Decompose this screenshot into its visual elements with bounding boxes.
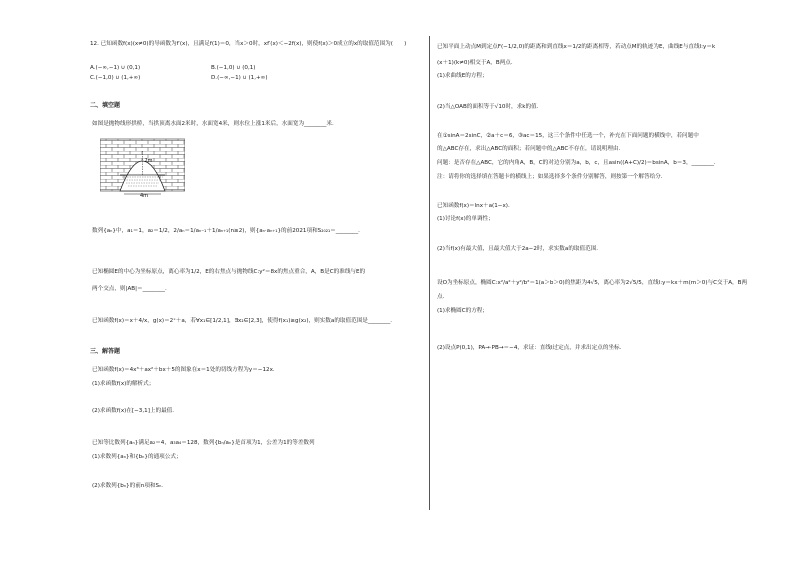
- ans6-line2: 点.: [437, 294, 445, 300]
- section-fill-title: 二、填空题: [90, 102, 121, 109]
- fill3-line2: 两个交点，则|AB|＝________.: [92, 286, 167, 292]
- ans2-part1: (1)求数列{aₙ}和{bₙ}的通项公式；: [92, 454, 182, 460]
- ans4-line1: 在①sinA＝2sinC，②a＋c＝6，③ac＝15，这三个条件中任选一个，补充在下面问题的横线中，若问题中: [437, 133, 699, 139]
- q12-option-a: A.(−∞,−1) ∪ (0,1): [90, 65, 141, 71]
- q12-option-d: D.(−∞,−1) ∪ (1,+∞): [211, 75, 268, 81]
- q12-option-c: C.(−1,0) ∪ (1,+∞): [90, 75, 141, 81]
- ans1-stem: 已知函数f(x)＝4x³＋ax²＋bx＋5的图象在x＝1处的切线方程为y＝−12x.: [92, 367, 275, 373]
- arch-bridge-figure: [100, 137, 185, 197]
- q12-option-b: B.(−1,0) ∪ (0,1): [211, 65, 256, 71]
- ans1-part2: (2)求函数f(x)在[−3,1]上的最值.: [92, 408, 175, 414]
- section-answer-title: 三、解答题: [90, 348, 121, 355]
- ans5-stem: 已知函数f(x)＝lnx＋a(1−x).: [437, 203, 510, 209]
- ans5-part1: (1)讨论f(x)的单调性；: [437, 216, 494, 222]
- arch-width-label: 4m: [140, 193, 149, 197]
- fill3-line1: 已知椭圆E的中心为坐标原点，离心率为1/2，E的右焦点与抛物线C:y²＝8x的焦点重合，A，B是C的准线与E的: [92, 269, 366, 275]
- q12-stem: 12. 已知函数f(x)(x≠0)的导函数为f′(x)，且满足f(1)＝0，当x＞0时，xf′(x)＜−2f(x)，则使f(x)＞0成立的x的取值范围为( ): [90, 41, 407, 47]
- ans3-part2: (2)当△OAB的面积等于√10时，求k的值.: [437, 104, 539, 110]
- column-divider: [429, 36, 430, 510]
- ans5-part2: (2)当f(x)有最大值，且最大值大于2a−2时，求实数a的取值范围.: [437, 246, 599, 252]
- ans2-part2: (2)求数列{bₙ}的前n项和Sₙ.: [92, 483, 164, 489]
- ans4-line3: 问题：是否存在△ABC，它的内角A，B，C的对边分别为a，b，c，且asin((A+C)/2)＝bsinA，b＝3，________.: [437, 160, 716, 166]
- arch-height-label: 2m: [144, 158, 153, 164]
- ans4-line4: 注：请将你的选择填在答题卡的横线上；如果选择多个条件分别解答，则按第一个解答给分.: [437, 174, 663, 180]
- fill2-text: 数列{aₙ}中，a₁＝1，a₂＝1/2，2/aₙ＝1/aₙ₋₁＋1/aₙ₊₁(n≥2)，则{aₙ·aₙ₊₁}的前2021项和S₂₀₂₁＝________.: [92, 228, 360, 234]
- ans1-part1: (1)求函数f(x)的解析式；: [92, 381, 155, 387]
- ans3-line2: (x＋1)(k≠0)相交于A，B两点.: [437, 60, 513, 66]
- ans3-line1: 已知平面上动点M到定点F(−1/2,0)的距离和到直线x＝1/2的距离相等，若动点M的轨迹为E，曲线E与直线l:y＝k: [437, 44, 716, 50]
- fill1-text: 如图是抛物线形拱桥，当拱顶离水面2米时，水面宽4米，则水位上涨1米后，水面宽为________米.: [92, 121, 334, 127]
- ans6-part1: (1)求椭圆C的方程；: [437, 308, 488, 314]
- ans6-part2: (2)设点P(0,1)，PA→·PB→＝−4，求证：直线l过定点，并求出定点的坐标.: [437, 345, 622, 351]
- ans3-part1: (1)求曲线E的方程；: [437, 73, 488, 79]
- ans2-stem: 已知等比数列{aₙ}满足a₂＝4，a₃a₄＝128，数列{bₙ/aₙ}是首项为1，公差为1的等差数列: [92, 440, 315, 446]
- ans6-line1: 设O为坐标原点，椭圆C:x²/a²＋y²/b²＝1(a＞b＞0)的焦距为4√5，离心率为2√5/5，直线l:y＝kx＋m(m＞0)与C交于A，B两: [437, 280, 748, 286]
- ans4-line2: 的△ABC存在，求出△ABC的面积；若问题中的△ABC不存在，请说明理由.: [437, 146, 621, 152]
- fill4-text: 已知函数f(x)＝x＋4/x，g(x)＝2ˣ＋a，若∀x₁∈[1/2,1]，∃x₂∈[2,3]，使得f(x₁)≥g(x₂)，则实数a的取值范围是________.: [92, 318, 393, 324]
